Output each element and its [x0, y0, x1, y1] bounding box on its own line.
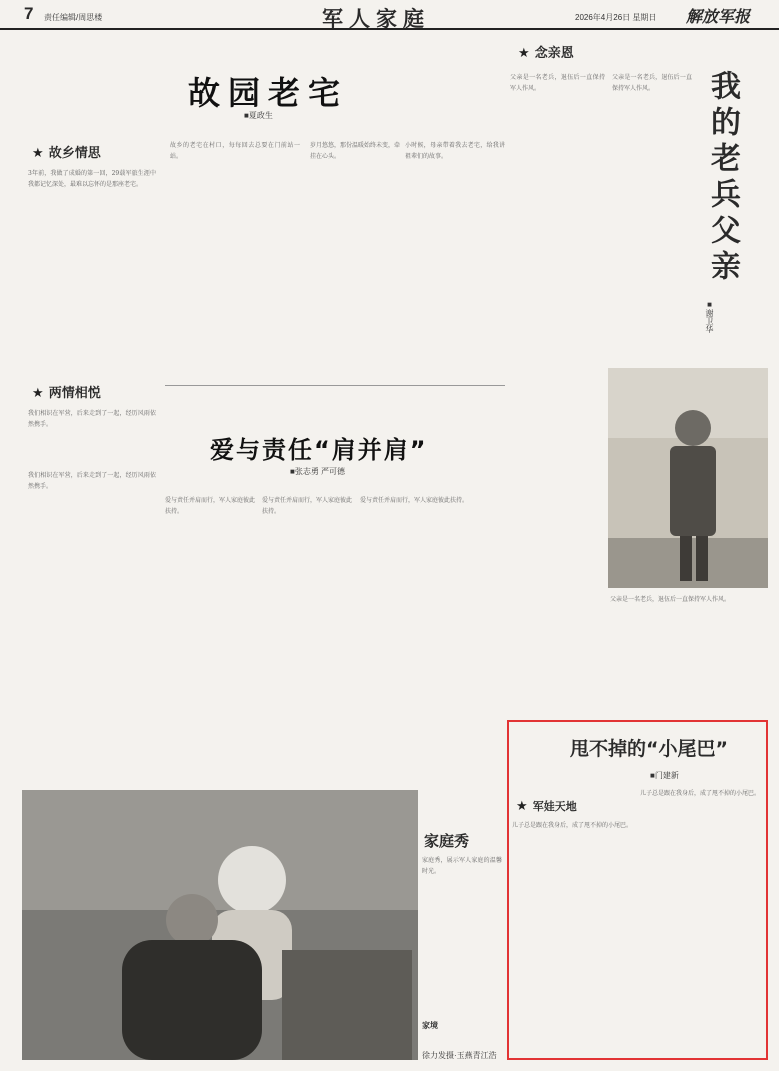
byline-hometown: ■夏政生: [244, 111, 273, 120]
star-icon: ★: [516, 799, 528, 814]
family-photo: [22, 790, 418, 1060]
issue-date: 2026年4月26日 星期日: [575, 13, 657, 22]
divider: [165, 385, 505, 386]
text-column: 父亲是一名老兵，退伍后一直保持军人作风。: [610, 596, 731, 603]
subhead-hometown-2: ★ 两情相悦: [32, 386, 101, 401]
text-column: 故乡的老宅在村口，每每回去总要在门前站一站。: [170, 142, 300, 160]
byline-shoulders: ■张志勇 严可德: [290, 467, 346, 476]
text-column: 爱与责任并肩而行，军人家庭彼此扶持。: [165, 497, 255, 515]
text-column: 我们相识在军营，后来走到了一起，经历风雨依然携手。: [28, 410, 156, 428]
text-column: 岁月悠悠，那份温暖始终未变，牵挂在心头。: [310, 142, 400, 160]
star-icon: ★: [518, 46, 530, 61]
text-column: 爱与责任并肩而行，军人家庭彼此扶持。: [360, 497, 469, 504]
text-column: 爱与责任并肩而行，军人家庭彼此扶持。: [262, 497, 352, 515]
article-title-little-tail: 甩不掉的“小尾巴”: [570, 738, 728, 760]
section-title: 军人家庭: [322, 7, 430, 31]
subhead-military-kids: ★ 军娃天地: [516, 799, 577, 814]
text-column: 父亲是一名老兵，退伍后一直保持军人作风。: [612, 74, 692, 92]
veteran-photo: [608, 368, 768, 588]
byline-little-tail: ■门建新: [650, 771, 679, 780]
article-title-shoulders: 爱与责任“肩并肩”: [210, 436, 428, 464]
star-icon: ★: [32, 146, 44, 161]
byline-nianqinen: ■谢卫华: [705, 300, 714, 333]
text-column: 3年前，我做了成婚的第一回，29载军旅生涯中我都记忆深处，最难以忘怀的是那座老宅。: [28, 170, 156, 188]
photo-credit: 徐力发摄·玉燕青江浩: [422, 1051, 497, 1060]
text-column: 我们相识在军营，后来走到了一起，经历风雨依然携手。: [28, 472, 156, 490]
star-icon: ★: [32, 386, 44, 401]
newspaper-logo: 解放军报: [686, 7, 751, 26]
text-column: 儿子总是跟在我身后，成了甩不掉的小尾巴。: [640, 790, 761, 797]
text-column: 家庭秀，展示军人家庭的温馨时光。: [422, 857, 502, 875]
article-title-hometown: 故园老宅: [188, 74, 349, 112]
photo-label: 家境: [422, 1021, 438, 1030]
family-show-heading: 家庭秀: [424, 832, 470, 850]
subhead-hometown-1: ★ 故乡情思: [32, 146, 101, 161]
text-column: 儿子总是跟在我身后，成了甩不掉的小尾巴。: [512, 822, 633, 829]
subhead-nianqinen: ★ 念亲恩: [518, 46, 574, 61]
text-column: 父亲是一名老兵，退伍后一直保持军人作风。: [510, 74, 605, 92]
page-number: 7: [24, 4, 34, 23]
editor-credit: 责任编辑/周思楼: [44, 13, 103, 22]
vertical-title-veteran-father: 我的老兵父亲: [705, 70, 740, 286]
text-column: 小时候，母亲带着我去老宅，给我讲祖辈们的故事。: [405, 142, 505, 160]
